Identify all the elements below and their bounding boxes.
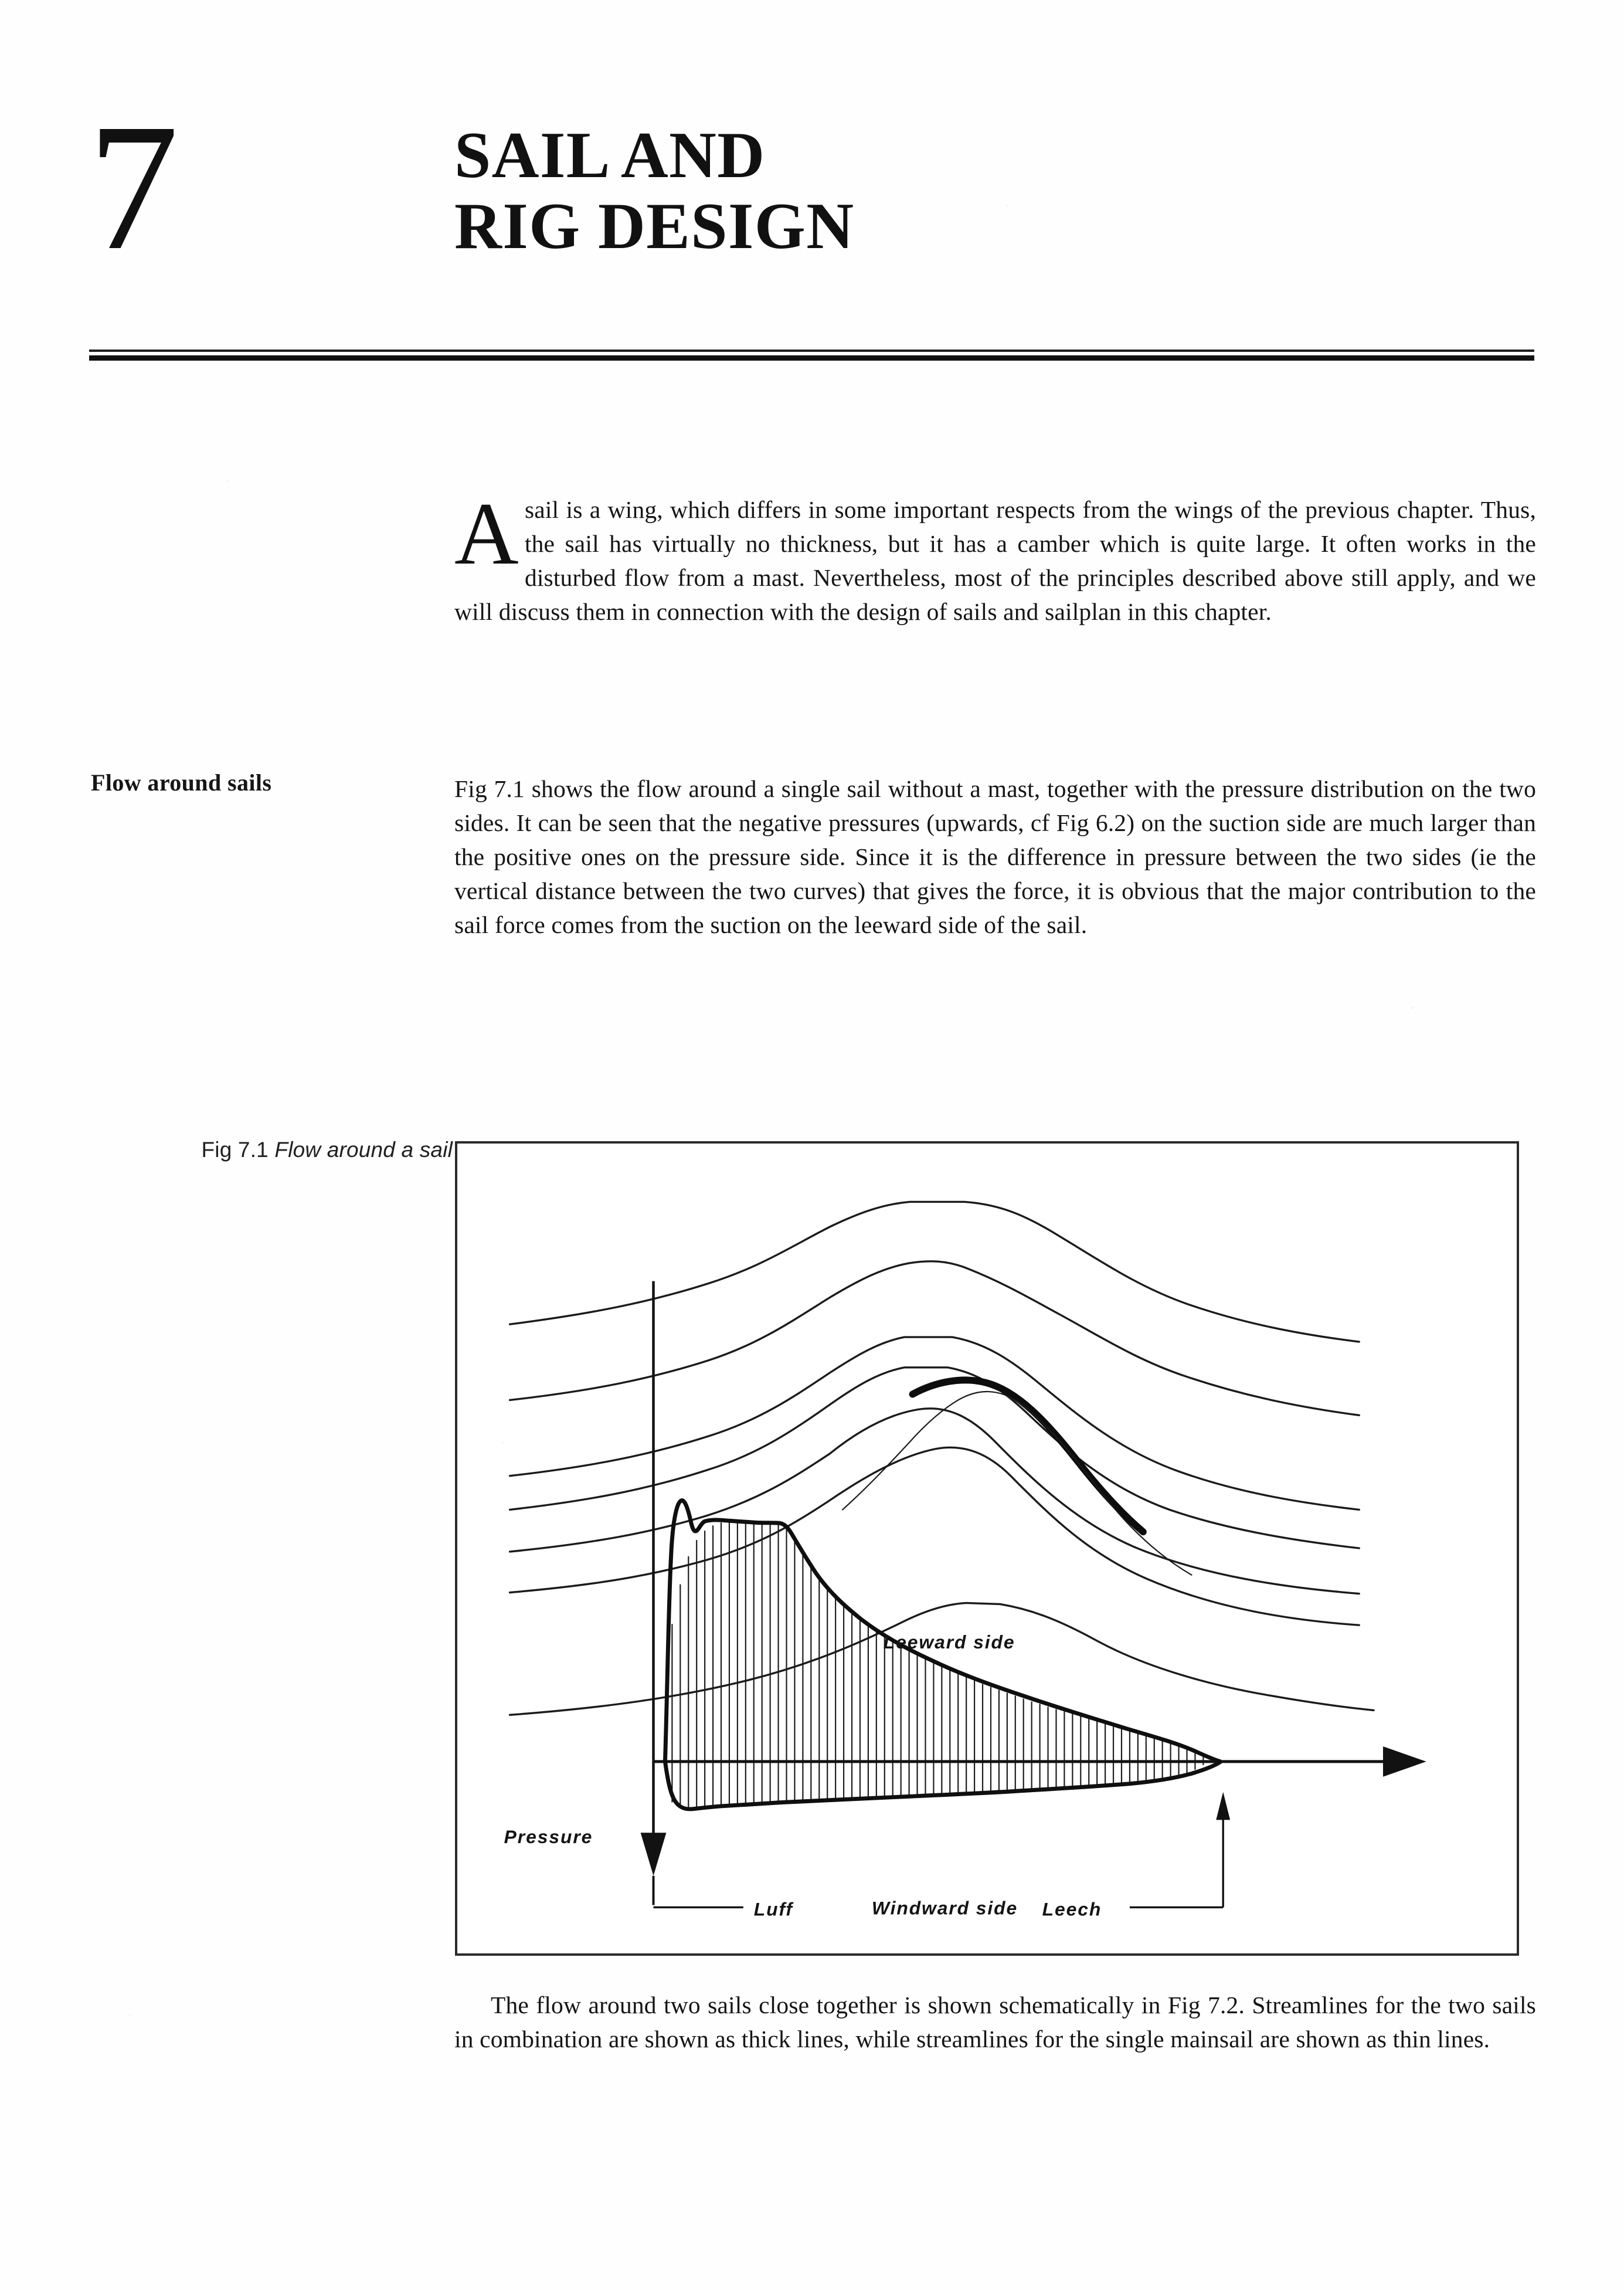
header-rule-thin [89, 350, 1534, 352]
figure-7-1-drawing [457, 1144, 1517, 1953]
leech-arrowhead [1216, 1792, 1230, 1820]
intro-paragraph [454, 484, 1536, 629]
drop-cap: A [454, 484, 519, 583]
streamline-5-pressure [510, 1409, 1360, 1594]
label-windward-side: Windward side [871, 1897, 1018, 1919]
intro-paragraph-text: sail is a wing, which differs in some important respects from the wings of the previous chapter. Thus, the sail has virtually no thickness, but it has a camber which is quite large. It often works in the disturbed flow from a mast. Nevertheless, most of the principles described above still apply, and we will discuss them in connection with the design of sails and sailplan in this chapter. [454, 496, 1536, 625]
streamline-6 [510, 1447, 1360, 1625]
streamline-2 [510, 1261, 1360, 1416]
label-leeward-side: Leeward side [883, 1631, 1015, 1653]
chord-arrowhead [1383, 1746, 1426, 1777]
streamline-far-above [510, 1202, 1360, 1342]
figure-caption-text: Flow around a sail [274, 1138, 453, 1162]
chapter-title-line-1: SAIL AND [454, 119, 766, 192]
label-leech: Leech [1042, 1898, 1102, 1920]
header-rule-thick [89, 355, 1534, 361]
pressure-axis-arrowhead [641, 1833, 667, 1876]
figure-7-1 [455, 1141, 1519, 1956]
chapter-number: 7 [88, 87, 175, 288]
sail-section [913, 1380, 1143, 1532]
section-heading-flow-around-sails: Flow around sails [91, 769, 272, 796]
label-luff: Luff [753, 1898, 793, 1920]
chapter-title-line-2: RIG DESIGN [454, 189, 855, 263]
tail-paragraph: The flow around two sails close together is shown schematically in Fig 7.2. Streamlines for the two sails in combination are shown as thick lines, while streamlines for the single mainsail are shown as thin lines. [454, 1992, 1536, 2052]
figure-caption [89, 1138, 453, 1162]
page-title [454, 120, 855, 262]
flow-paragraph: Fig 7.1 shows the flow around a single sail without a mast, together with the pressure distribution on the two sides. It can be seen that the negative pressures (upwards, cf Fig 6.2) on the suction side are much larger than the positive ones on the pressure side. Since it is the difference in pressure between the two sides (ie the vertical distance between the two curves) that gives the force, it is obvious that the major contribution to the sail force comes from the suction on the leeward side of the sail. [454, 775, 1536, 938]
streamline-4-suction [510, 1368, 1360, 1548]
streamline-3-upper [510, 1337, 1360, 1509]
label-pressure: Pressure [504, 1826, 593, 1848]
figure-caption-number: Fig 7.1 [201, 1138, 269, 1162]
